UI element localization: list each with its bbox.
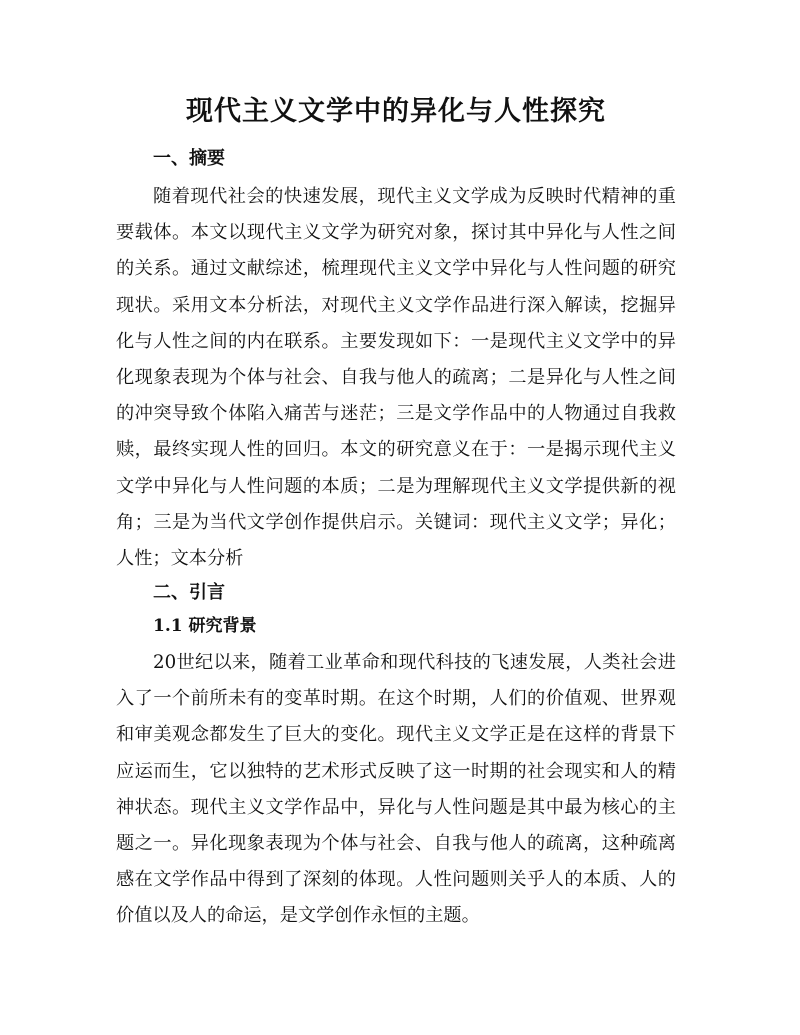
- research-background-paragraph: 20世纪以来，随着工业革命和现代科技的飞速发展，人类社会进入了一个前所未有的变革时期。在这个时期，人们的价值观、世界观和审美观念都发生了巨大的变化。现代主义文学正是在这样的背景下应运而生，它以独特的艺术形式反映了这一时期的社会现实和人的精神状态。现代主义文学作品中，异化与人性问题是其中最为核心的主题之一。异化现象表现为个体与社会、自我与他人的疏离，这种疏离感在文学作品中得到了深刻的体现。人性问题则关乎人的本质、人的价值以及人的命运，是文学创作永恒的主题。: [116, 652, 676, 927]
- abstract-heading: 一、摘要: [153, 148, 225, 169]
- document-title: 现代主义文学中的异化与人性探究: [186, 96, 606, 127]
- introduction-heading: 二、引言: [153, 582, 225, 603]
- research-background-heading: 1.1 研究背景: [153, 616, 257, 636]
- abstract-paragraph: 随着现代社会的快速发展，现代主义文学成为反映时代精神的重要载体。本文以现代主义文学为研究对象，探讨其中异化与人性之间的关系。通过文献综述，梳理现代主义文学中异化与人性问题的研究现状。采用文本分析法，对现代主义文学作品进行深入解读，挖掘异化与人性之间的内在联系。主要发现如下：一是现代主义文学中的异化现象表现为个体与社会、自我与他人的疏离；二是异化与人性之间的冲突导致个体陷入痛苦与迷茫；三是文学作品中的人物通过自我救赎，最终实现人性的回归。本文的研究意义在于：一是揭示现代主义文学中异化与人性问题的本质；二是为理解现代主义文学提供新的视角；三是为当代文学创作提供启示。关键词：现代主义文学；异化；人性；文本分析: [116, 186, 676, 570]
